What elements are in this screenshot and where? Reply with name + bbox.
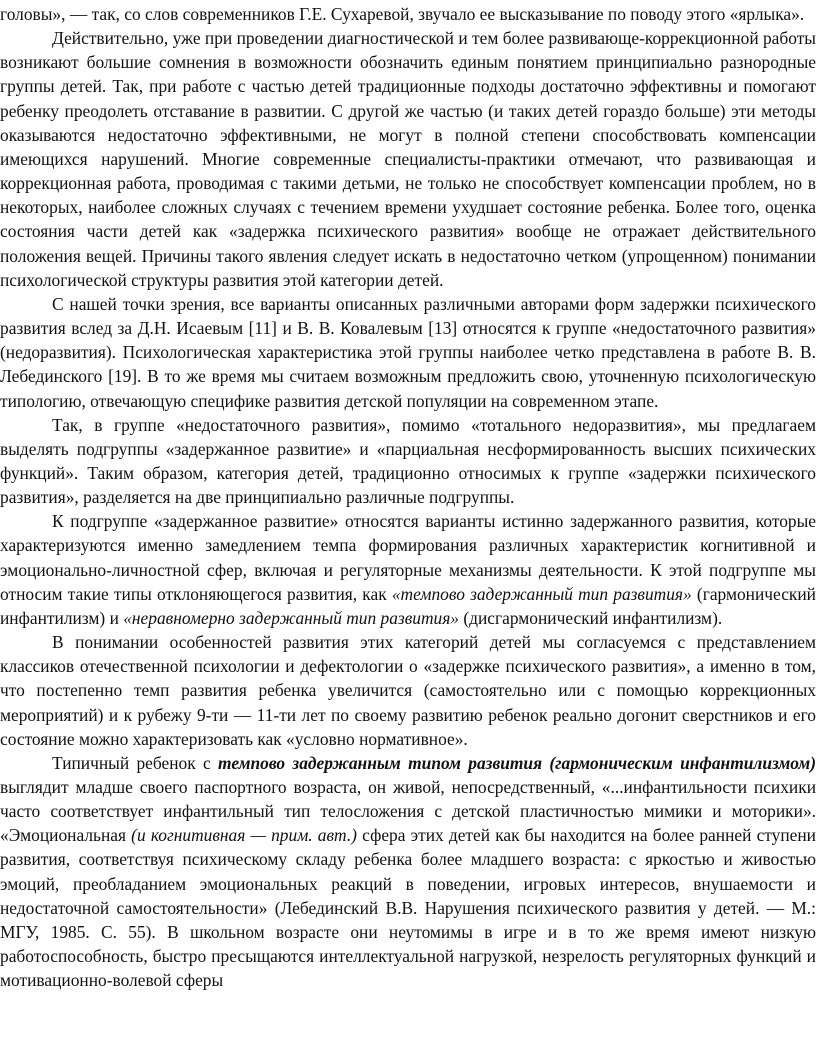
paragraph-3 (0, 292, 816, 413)
paragraph-text: В понимании особенностей развития этих категорий детей мы согласуемся с представлением классиков отечественной психологии и дефектологии о «задержке психического развития», а именно в том, что постепенно темп развития ребенка увеличится (самостоятельно или с помощью коррекционных мероприятий) и к рубежу 9-ти — 11-ти лет по своему развитию ребенок реально догонит сверстников и его состояние можно характеризовать как «условно нормативное». (0, 632, 816, 749)
paragraph-5 (0, 509, 816, 630)
paragraph-text: С нашей точки зрения, все варианты описанных различными авторами форм задержки психического развития вслед за Д.Н. Исаевым [11] и В. В. Ковалевым [13] относятся к группе «недостаточного развития» (недоразвития). Психологическая характеристика этой группы наиболее четко представлена в работе В. В. Лебединского [19]. В то же время мы считаем возможным предложить свою, уточненную психологическую типологию, отвечающую специфике развития детской популяции на современном этапе. (0, 293, 816, 411)
paragraph-2 (0, 26, 816, 292)
bold-italic-term: темпово задержанным типом развития (гармоническим инфантилизмом) (218, 752, 816, 773)
paragraph-text: (гармонический инфантилизм) и (0, 583, 816, 628)
italic-term: «темпово задержанный тип развития» (391, 583, 692, 604)
paragraph-text: головы», — так, со слов современников Г.Е. Сухаревой, звучало ее высказывание по поводу этого «ярлыка». (0, 4, 805, 24)
paragraph-6 (0, 630, 816, 751)
italic-note: (и когнитивная — прим. авт.) (131, 825, 357, 846)
paragraph-text: К подгруппе «задержанное развитие» относятся варианты истинно задержанного развития, которые характеризуются именно замедлением темпа формирования различных характеристик когнитивной и эмоционально-личностной сфер, включая и регуляторные механизмы деятельности. К этой подгруппе мы относим такие типы отклоняющегося развития, как (0, 511, 816, 604)
paragraph-1 (0, 2, 816, 26)
paragraph-text: сфера этих детей как бы находится на более ранней ступени развития, соответствуя психическому складу ребенка более младшего возраста: с яркостью и живостью эмоций, преобладанием эмоциональных реакций в поведении, игровых интересов, внушаемости и недостаточной самостоятельности» (Лебединский В.В. Нарушения психического развития у детей. — М.: МГУ, 1985. С. 55). В школьном возрасте они неутомимы в игре и в то же время имеют низкую работоспособность, быстро пресыщаются интеллектуальной нагрузкой, незрелость регуляторных функций и мотивационно-волевой сферы (0, 825, 816, 991)
paragraph-text: (дисгармонический инфантилизм). (459, 607, 723, 628)
paragraph-4 (0, 413, 816, 510)
paragraph-7 (0, 751, 816, 993)
paragraph-text: Типичный ребенок с (52, 752, 219, 773)
italic-term: «неравномерно задержанный тип развития» (123, 607, 459, 628)
paragraph-text: выглядит младше своего паспортного возраста, он живой, непосредственный, «...инфантильности психики часто соответствует инфантильный тип телосложения с детской пластичностью мимики и моторики». «Эмоциональная (0, 777, 816, 846)
paragraph-text: Так, в группе «недостаточного развития», помимо «тотального недоразвития», мы предлагаем выделять подгруппы «задержанное развитие» и «парциальная несформированность высших психических функций». Таким образом, категория детей, традиционно относимых к группе «задержки психического развития», разделяется на две принципиально различные подгруппы. (0, 414, 816, 508)
paragraph-text: Действительно, уже при проведении диагностической и тем более развивающе-коррекционной работы возникают большие сомнения в возможности обозначить единым понятием принципиально разнородные группы детей. Так, при работе с частью детей традиционные подходы достаточно эффективны и помогают ребенку преодолеть отставание в развитии. С другой же частью (и таких детей гораздо больше) эти методы оказываются недостаточно эффективными, не могут в полной степени способствовать компенсации имеющихся нарушений. Многие современные специалисты-практики отмечают, что развивающая и коррекционная работа, проводимая с такими детьми, не только не способствует компенсации проблем, но в некоторых, наиболее сложных случаях с течением времени ухудшает состояние ребенка. Более того, оценка состояния части детей как «задержка психического развития» вообще не отражает действительного положения вещей. Причины такого явления следует искать в недостаточно четком (упрощенном) понимании психологической структуры развития этой категории детей. (0, 28, 816, 290)
